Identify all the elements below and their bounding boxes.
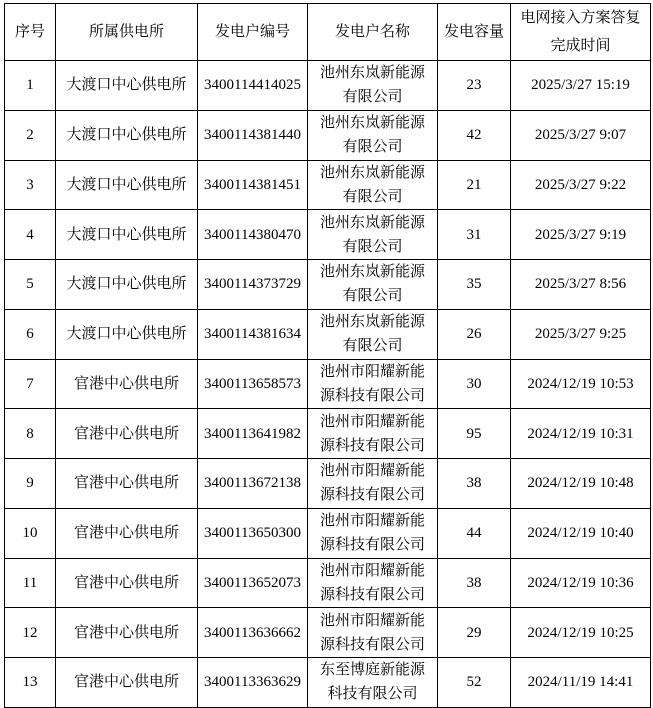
- index-cell: 8: [5, 409, 56, 459]
- index-cell: 7: [5, 359, 56, 409]
- station-cell: 大渡口中心供电所: [56, 260, 198, 310]
- capacity-cell: 26: [438, 309, 511, 359]
- header-row: [5, 4, 651, 61]
- station-cell: 官港中心供电所: [56, 409, 198, 459]
- capacity-cell: 21: [438, 160, 511, 210]
- reply-time-cell: 2025/3/27 9:25: [511, 309, 651, 359]
- account-name-text: 池州市阳耀新能源科技有限公司: [319, 463, 425, 504]
- header-account-number: 发电户编号: [198, 4, 308, 61]
- station-cell: 官港中心供电所: [56, 658, 198, 708]
- account-name-text: 池州东岚新能源有限公司: [319, 264, 425, 305]
- reply-time-cell: 2025/3/27 9:07: [511, 110, 651, 160]
- account-name-text: 池州东岚新能源有限公司: [319, 214, 425, 255]
- index-cell: 9: [5, 459, 56, 509]
- station-cell: 官港中心供电所: [56, 608, 198, 658]
- account-name-cell: [308, 558, 438, 608]
- station-cell: 大渡口中心供电所: [56, 110, 198, 160]
- reply-time-cell: 2025/3/27 15:19: [511, 61, 651, 111]
- account-number-cell: 3400114381451: [198, 160, 308, 210]
- account-number-cell: 3400114414025: [198, 61, 308, 111]
- reply-time-cell: 2025/3/27 9:19: [511, 210, 651, 260]
- index-cell: 12: [5, 608, 56, 658]
- station-cell: 大渡口中心供电所: [56, 61, 198, 111]
- account-name-cell: [308, 160, 438, 210]
- table-row: [5, 558, 651, 608]
- capacity-cell: 38: [438, 459, 511, 509]
- account-name-text: 池州东岚新能源有限公司: [319, 115, 425, 156]
- capacity-cell: 44: [438, 508, 511, 558]
- account-number-cell: 3400114380470: [198, 210, 308, 260]
- account-number-cell: 3400113636662: [198, 608, 308, 658]
- capacity-cell: 38: [438, 558, 511, 608]
- reply-time-cell: 2024/12/19 10:48: [511, 459, 651, 509]
- capacity-cell: 30: [438, 359, 511, 409]
- table-row: [5, 210, 651, 260]
- account-name-cell: [308, 210, 438, 260]
- account-number-cell: 3400113650300: [198, 508, 308, 558]
- index-cell: 10: [5, 508, 56, 558]
- table-row: [5, 309, 651, 359]
- table-row: [5, 409, 651, 459]
- account-name-cell: [308, 459, 438, 509]
- station-cell: 官港中心供电所: [56, 359, 198, 409]
- account-name-cell: [308, 409, 438, 459]
- reply-time-cell: 2024/12/19 10:25: [511, 608, 651, 658]
- account-name-cell: [308, 608, 438, 658]
- account-number-cell: 3400114381440: [198, 110, 308, 160]
- account-name-text: 池州东岚新能源有限公司: [319, 65, 425, 106]
- account-number-cell: 3400113658573: [198, 359, 308, 409]
- station-cell: 大渡口中心供电所: [56, 160, 198, 210]
- station-cell: 官港中心供电所: [56, 459, 198, 509]
- capacity-cell: 23: [438, 61, 511, 111]
- account-name-cell: [308, 309, 438, 359]
- index-cell: 6: [5, 309, 56, 359]
- capacity-cell: 35: [438, 260, 511, 310]
- account-number-cell: 3400114381634: [198, 309, 308, 359]
- account-number-cell: 3400113672138: [198, 459, 308, 509]
- account-name-text: 池州市阳耀新能源科技有限公司: [319, 612, 425, 653]
- index-cell: 5: [5, 260, 56, 310]
- table-row: [5, 359, 651, 409]
- index-cell: 13: [5, 658, 56, 708]
- account-name-cell: [308, 658, 438, 708]
- generation-account-table: [4, 3, 651, 708]
- account-number-cell: 3400113363629: [198, 658, 308, 708]
- table-row: [5, 658, 651, 708]
- header-index: 序号: [5, 4, 56, 61]
- index-cell: 4: [5, 210, 56, 260]
- account-name-text: 池州市阳耀新能源科技有限公司: [319, 562, 425, 603]
- table-row: [5, 61, 651, 111]
- header-station: 所属供电所: [56, 4, 198, 61]
- reply-time-cell: 2025/3/27 8:56: [511, 260, 651, 310]
- account-name-text: 东至博庭新能源科技有限公司: [319, 662, 425, 703]
- account-name-text: 池州市阳耀新能源科技有限公司: [319, 363, 425, 404]
- reply-time-cell: 2024/12/19 10:36: [511, 558, 651, 608]
- capacity-cell: 52: [438, 658, 511, 708]
- header-capacity: 发电容量: [438, 4, 511, 61]
- account-name-text: 池州市阳耀新能源科技有限公司: [319, 513, 425, 554]
- table-row: [5, 608, 651, 658]
- reply-time-cell: 2024/12/19 10:31: [511, 409, 651, 459]
- account-name-text: 池州市阳耀新能源科技有限公司: [319, 413, 425, 454]
- capacity-cell: 29: [438, 608, 511, 658]
- reply-time-cell: 2024/12/19 10:53: [511, 359, 651, 409]
- station-cell: 官港中心供电所: [56, 508, 198, 558]
- table-row: [5, 459, 651, 509]
- account-name-cell: [308, 359, 438, 409]
- table-row: [5, 260, 651, 310]
- index-cell: 1: [5, 61, 56, 111]
- account-name-cell: [308, 508, 438, 558]
- capacity-cell: 42: [438, 110, 511, 160]
- reply-time-cell: 2024/12/19 10:40: [511, 508, 651, 558]
- index-cell: 11: [5, 558, 56, 608]
- account-name-text: 池州东岚新能源有限公司: [319, 314, 425, 355]
- station-cell: 大渡口中心供电所: [56, 309, 198, 359]
- table-row: [5, 508, 651, 558]
- account-number-cell: 3400113641982: [198, 409, 308, 459]
- account-number-cell: 3400113652073: [198, 558, 308, 608]
- capacity-cell: 95: [438, 409, 511, 459]
- account-name-cell: [308, 260, 438, 310]
- account-name-cell: [308, 61, 438, 111]
- header-reply-time: 电网接入方案答复完成时间: [520, 9, 641, 54]
- index-cell: 2: [5, 110, 56, 160]
- header-account-name: 发电户名称: [308, 4, 438, 61]
- index-cell: 3: [5, 160, 56, 210]
- account-name-cell: [308, 110, 438, 160]
- table-row: [5, 110, 651, 160]
- station-cell: 大渡口中心供电所: [56, 210, 198, 260]
- table-row: [5, 160, 651, 210]
- account-name-text: 池州东岚新能源有限公司: [319, 164, 425, 205]
- reply-time-cell: 2024/11/19 14:41: [511, 658, 651, 708]
- reply-time-cell: 2025/3/27 9:22: [511, 160, 651, 210]
- station-cell: 官港中心供电所: [56, 558, 198, 608]
- header-reply-time-cell: [511, 4, 651, 61]
- account-number-cell: 3400114373729: [198, 260, 308, 310]
- capacity-cell: 31: [438, 210, 511, 260]
